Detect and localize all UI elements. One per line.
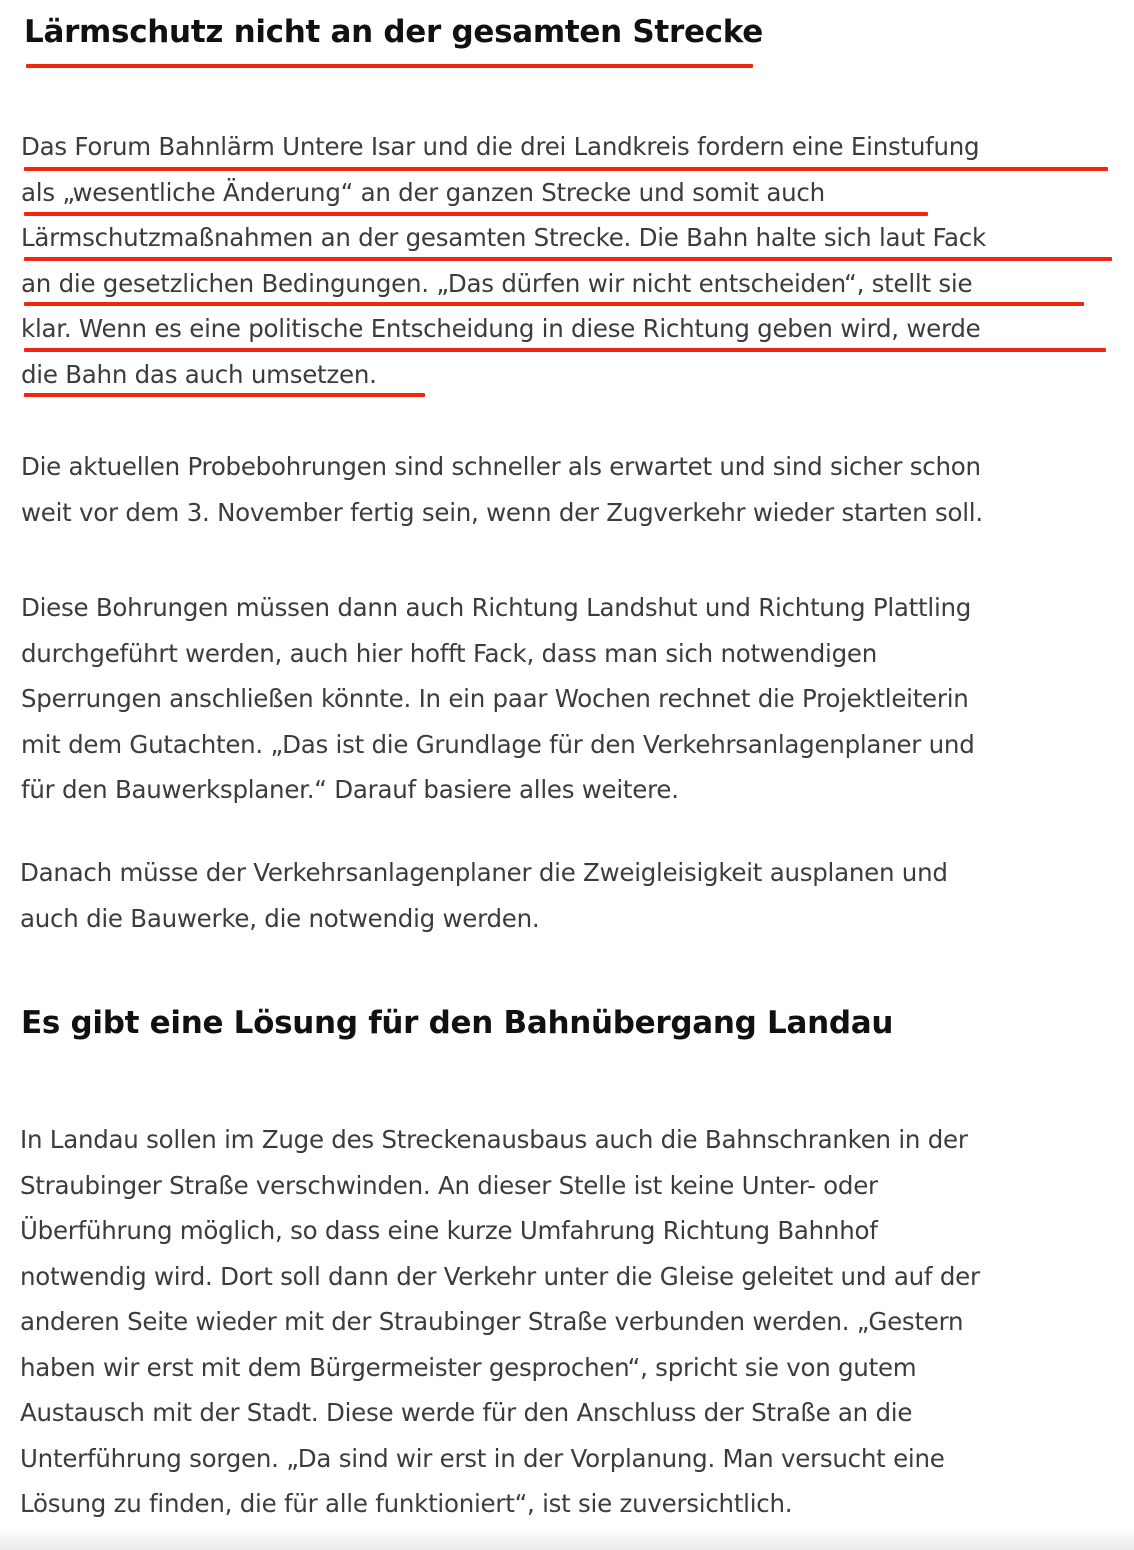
highlight-underline (24, 302, 1084, 306)
highlight-underline (24, 257, 1112, 261)
text-line: Straubinger Straße verschwinden. An dieser Stelle ist keine Unter- oder (20, 1170, 878, 1200)
text-line: mit dem Gutachten. „Das ist die Grundlage für den Verkehrsanlagenplaner und (21, 729, 975, 759)
text-line: Lärmschutzmaßnahmen an der gesamten Strecke. Die Bahn halte sich laut Fack (21, 223, 986, 252)
text-line: Diese Bohrungen müssen dann auch Richtung Landshut und Richtung Plattling (21, 593, 972, 622)
section-heading-laermschutz: Lärmschutz nicht an der gesamten Strecke (24, 14, 763, 50)
paragraph-probebohrungen (21, 444, 1121, 535)
paragraph-landau (20, 1117, 1120, 1527)
text-line: Das Forum Bahnlärm Untere Isar und die drei Landkreis fordern eine Einstufung (21, 132, 980, 161)
text-line: In Landau sollen im Zuge des Streckenausbaus auch die Bahnschranken in der (20, 1125, 968, 1154)
text-line: durchgeführt werden, auch hier hofft Fack, dass man sich notwendigen (21, 638, 877, 668)
text-line: Sperrungen anschließen könnte. In ein paar Wochen rechnet die Projektleiterin (21, 684, 969, 713)
text-line: Danach müsse der Verkehrsanlagenplaner die Zweigleisigkeit ausplanen und (20, 858, 948, 887)
text-line: klar. Wenn es eine politische Entscheidung in diese Richtung geben wird, werde (21, 314, 981, 343)
text-line: Lösung zu finden, die für alle funktioniert“, ist sie zuversichtlich. (20, 1489, 793, 1518)
highlight-underline (24, 212, 928, 216)
bottom-fade (0, 1528, 1134, 1550)
section-heading-bahnuebergang: Es gibt eine Lösung für den Bahnübergang Landau (21, 1005, 894, 1041)
text-line: an die gesetzlichen Bedingungen. „Das dürfen wir nicht entscheiden“, stellt sie (21, 268, 973, 298)
text-line: als „wesentliche Änderung“ an der ganzen Strecke und somit auch (21, 177, 825, 207)
highlight-underline (24, 348, 1106, 352)
heading-underline (26, 64, 753, 68)
text-line: weit vor dem 3. November fertig sein, wenn der Zugverkehr wieder starten soll. (21, 497, 983, 527)
paragraph-bohrungen (21, 585, 1121, 813)
paragraph-verkehrsanlagenplaner (20, 850, 1120, 941)
text-line: Die aktuellen Probebohrungen sind schneller als erwartet und sind sicher schon (21, 452, 981, 481)
text-line: auch die Bauwerke, die notwendig werden. (20, 903, 540, 933)
text-line: anderen Seite wieder mit der Straubinger Straße verbunden werden. „Gestern (20, 1307, 964, 1336)
text-line: Überführung möglich, so dass eine kurze Umfahrung Richtung Bahnhof (20, 1216, 878, 1245)
text-line: notwendig wird. Dort soll dann der Verkehr unter die Gleise geleitet und auf der (20, 1261, 980, 1291)
highlight-underline (24, 167, 1108, 171)
highlight-underline (24, 393, 425, 397)
text-line: für den Bauwerksplaner.“ Darauf basiere alles weitere. (21, 775, 679, 804)
text-line: die Bahn das auch umsetzen. (21, 359, 377, 389)
text-line: haben wir erst mit dem Bürgermeister gesprochen“, spricht sie von gutem (20, 1352, 917, 1382)
text-line: Unterführung sorgen. „Da sind wir erst in der Vorplanung. Man versucht eine (20, 1443, 945, 1473)
text-line: Austausch mit der Stadt. Diese werde für den Anschluss der Straße an die (20, 1398, 913, 1427)
